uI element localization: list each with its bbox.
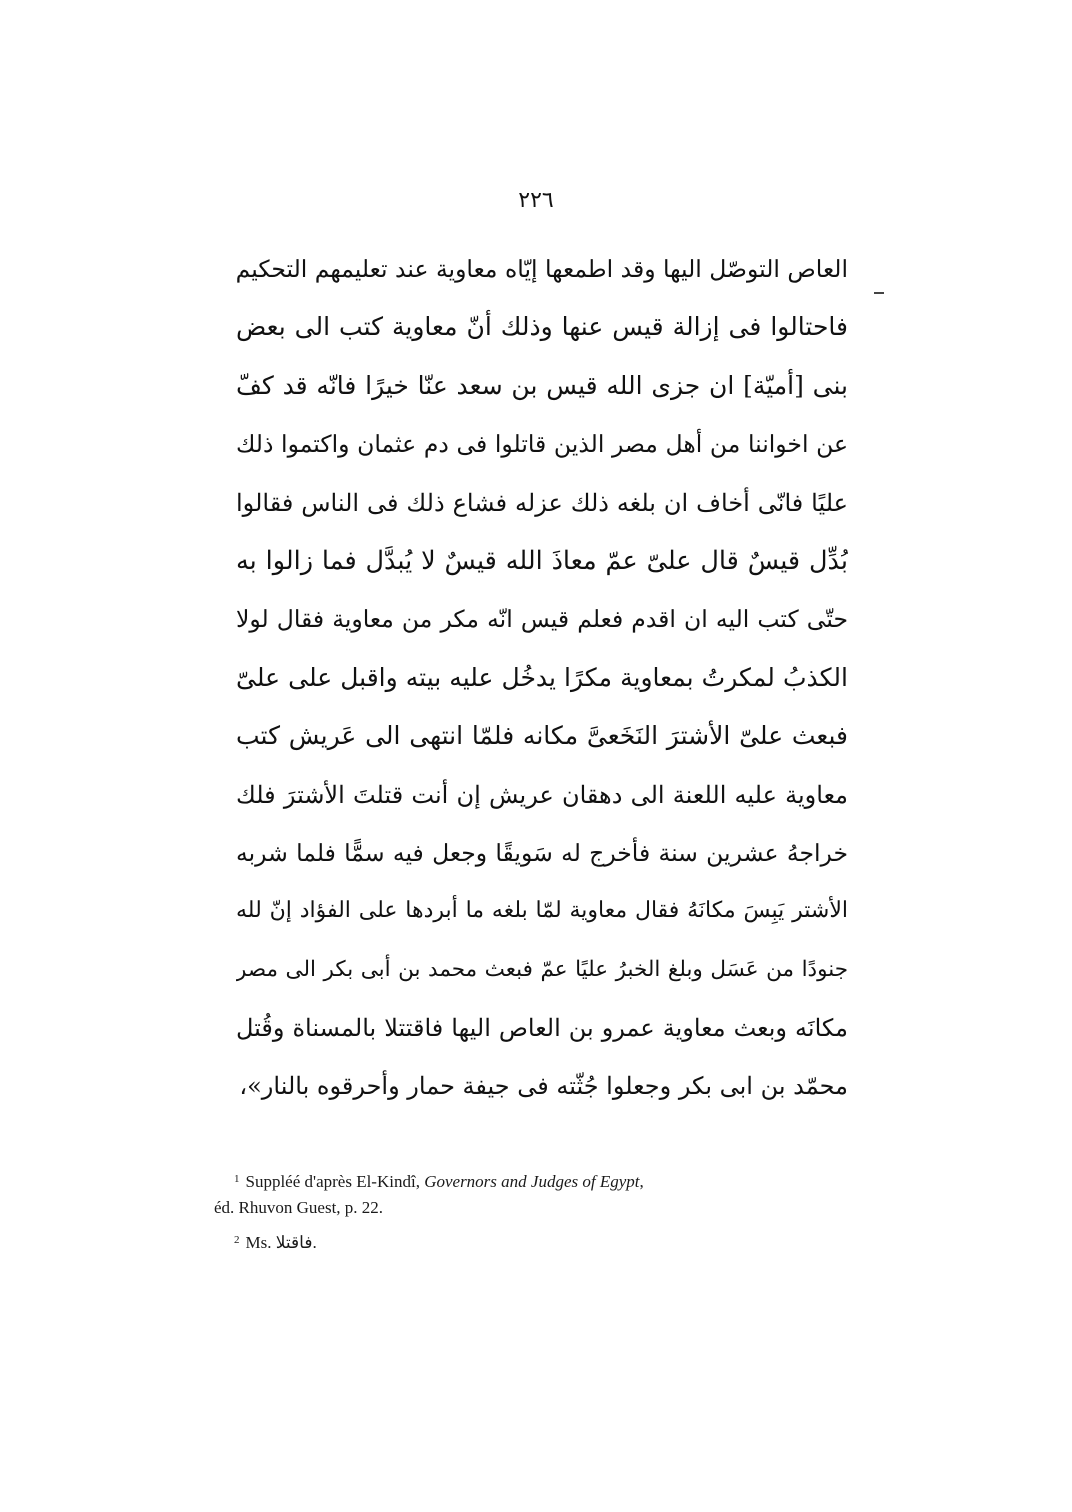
footnote-book-title: Governors and Judges of Egypt	[424, 1172, 640, 1191]
text-line: خراجهُ عشرين سنة فأخرج له سَويقًا وجعل فيه سمًّا فلما شربه	[236, 838, 848, 867]
arabic-body-text	[236, 240, 848, 1116]
footnote-text: éd. Rhuvon Guest, p. 22.	[214, 1198, 384, 1217]
text-line: عليًا فانّى أخاف ان بلغه ذلك عزله فشاع ذلك فى الناس فقالوا	[236, 488, 848, 517]
footnotes	[214, 1166, 834, 1256]
footnote-marker: 2	[234, 1234, 240, 1246]
text-line: محمّد بن ابى بكر وجعلوا جُثّته فى جيفة حمار وأحرقوه بالنار»،	[239, 1072, 848, 1101]
page-number: ٢٢٦	[518, 188, 554, 213]
footnote-punct: ,	[639, 1172, 644, 1191]
text-line: بُدِّل قيسٌ قال علىّ عمّ معاذَ الله قيسٌ لا يُبدَّل فما زالوا به	[236, 545, 848, 576]
footnote-marker: 1	[234, 1173, 240, 1185]
text-line: فاحتالوا فى إزالة قيس عنها وذلك أنّ معاوية كتب الى بعض	[236, 312, 848, 342]
footnote-1-continuation	[214, 1195, 834, 1221]
text-line: العاص التوصّل اليها وقد اطمعها إيّاه معاوية عند تعليمهم التحكيم	[236, 255, 848, 283]
footnote-text: Suppléé d'après El-Kindî,	[245, 1172, 425, 1191]
text-line: الأشتر يَبِسَ مكانَهُ فقال معاوية لمّا بلغه ما أبردها على الفؤاد إنّ لله	[236, 898, 848, 924]
footnote-arabic: فاقتلا	[275, 1233, 313, 1252]
text-line: مكانَه وبعث معاوية عمرو بن العاص اليها فاقتتلا بالمسناة وقُتل	[236, 1014, 848, 1043]
margin-mark	[874, 292, 884, 294]
footnote-punct: .	[312, 1233, 317, 1252]
text-line: عن اخواننا من أهل مصر الذين قاتلوا فى دم عثمان واكتموا ذلك	[236, 430, 848, 459]
footnote-2	[214, 1227, 834, 1256]
text-line: فبعث علىّ الأشترَ النَخَعىَّ مكانه فلمّا انتهى الى عَريش كتب	[236, 721, 848, 751]
footnote-label: Ms.	[245, 1233, 272, 1252]
footnote-1	[214, 1166, 834, 1195]
text-line: جنودًا من عَسَل وبلغ الخبرُ عليًا عمّ فبعث محمد بن أبى بكر الى مصر	[236, 956, 848, 982]
text-line: معاوية عليه اللعنة الى دهقان عريش إن أنت قتلتَ الأشترَ فلك	[236, 780, 848, 809]
text-line: الكذبُ لمكرتُ بمعاوية مكرًا يدخُل عليه بيته واقبل على علىّ	[236, 662, 848, 692]
text-line: بنى [أميّة] ان جزى الله قيس بن سعد عنّا خيرًا فانّه قد كفّ	[236, 370, 848, 400]
text-line: حتّى كتب اليه ان اقدم فعلم قيس انّه مكر من معاوية فقال لولا	[236, 605, 848, 634]
